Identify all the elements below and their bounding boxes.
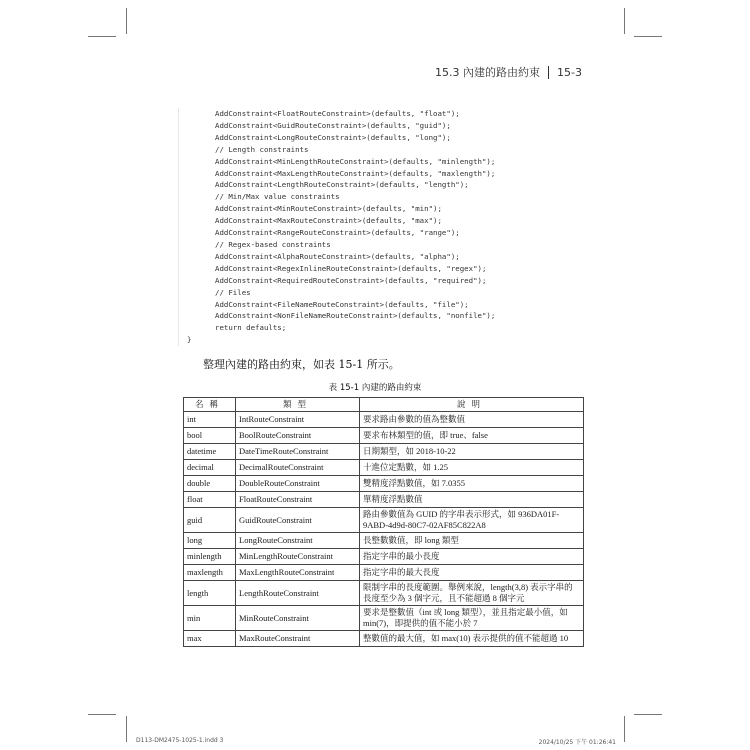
cell-description: 要求是整數值（int 或 long 類型），並且指定最小值，如 min(7)，即提供的值不能小於 7 [360, 606, 584, 631]
print-timestamp: 2024/10/25 下午 01:26:41 [538, 739, 616, 746]
cell-name: length [184, 581, 236, 606]
table-row [184, 508, 584, 533]
cell-name: max [184, 631, 236, 647]
cell-type: MinLengthRouteConstraint [236, 549, 360, 565]
code-line: AddConstraint<MinLengthRouteConstraint>(defaults, "minlength"); [215, 156, 496, 166]
cell-description: 要求路由參數的值為整數值 [360, 412, 584, 428]
cell-type: DateTimeRouteConstraint [236, 444, 360, 460]
cell-name: guid [184, 508, 236, 533]
cell-description: 十進位定點數，如 1.25 [360, 460, 584, 476]
code-line: AddConstraint<LengthRouteConstraint>(defaults, "length"); [215, 180, 469, 190]
code-line: } [187, 335, 192, 345]
code-line: AddConstraint<LongRouteConstraint>(defaults, "long"); [215, 132, 451, 142]
cell-description: 要求布林類型的值，即 true、false [360, 428, 584, 444]
code-line: AddConstraint<MaxLengthRouteConstraint>(defaults, "maxlength"); [215, 168, 496, 178]
cell-name: maxlength [184, 565, 236, 581]
cell-name: long [184, 533, 236, 549]
code-line: // Length constraints [215, 144, 309, 154]
code-line: return defaults; [215, 323, 287, 333]
cell-name: datetime [184, 444, 236, 460]
cell-type: FloatRouteConstraint [236, 492, 360, 508]
code-line: AddConstraint<MaxRouteConstraint>(defaults, "max"); [215, 216, 442, 226]
cell-type: IntRouteConstraint [236, 412, 360, 428]
page-number: 15-3 [557, 65, 582, 79]
table-row [184, 606, 584, 631]
header-name: 名稱 [184, 398, 236, 412]
code-line: // Files [215, 287, 251, 297]
table-row [184, 444, 584, 460]
table-caption: 表 15-1 內建的路由約束 [328, 383, 422, 393]
code-line: AddConstraint<FileNameRouteConstraint>(defaults, "file"); [215, 299, 469, 309]
table-row [184, 460, 584, 476]
code-line: AddConstraint<RangeRouteConstraint>(defaults, "range"); [215, 228, 460, 238]
cell-description: 整數值的最大值，如 max(10) 表示提供的值不能超過 10 [360, 631, 584, 647]
code-line: AddConstraint<RegexInlineRouteConstraint>(defaults, "regex"); [215, 263, 487, 273]
cell-name: bool [184, 428, 236, 444]
table-header-row [184, 398, 584, 412]
body-paragraph: 整理內建的路由約束，如表 15-1 所示。 [203, 358, 400, 371]
table-row [184, 565, 584, 581]
table-row [184, 476, 584, 492]
cell-type: GuidRouteConstraint [236, 508, 360, 533]
cell-type: BoolRouteConstraint [236, 428, 360, 444]
cell-description: 單精度浮點數值 [360, 492, 584, 508]
header-type: 類型 [236, 398, 360, 412]
code-line: AddConstraint<GuidRouteConstraint>(defaults, "guid"); [215, 120, 451, 130]
code-line: AddConstraint<RequiredRouteConstraint>(defaults, "required"); [215, 275, 487, 285]
table-row [184, 549, 584, 565]
table-row [184, 533, 584, 549]
cell-description: 長整數數值，即 long 類型 [360, 533, 584, 549]
header-divider [548, 66, 549, 79]
code-line: AddConstraint<MinRouteConstraint>(defaults, "min"); [215, 204, 442, 214]
file-slug: D113-DM2475-1025-1.indd 3 [136, 737, 224, 744]
cell-description: 路由參數值為 GUID 的字串表示形式，如 936DA01F-9ABD-4d9d-80C7-02AF85C822A8 [360, 508, 584, 533]
cell-description: 日期類型，如 2018-10-22 [360, 444, 584, 460]
code-line: AddConstraint<NonFileNameRouteConstraint>(defaults, "nonfile"); [215, 311, 496, 321]
crop-mark [634, 36, 662, 37]
crop-mark [126, 716, 127, 742]
code-line: AddConstraint<FloatRouteConstraint>(defaults, "float"); [215, 109, 460, 118]
table-row [184, 492, 584, 508]
cell-type: DecimalRouteConstraint [236, 460, 360, 476]
crop-mark [624, 716, 625, 742]
cell-type: LengthRouteConstraint [236, 581, 360, 606]
cell-name: min [184, 606, 236, 631]
header-description: 說明 [360, 398, 584, 412]
cell-name: double [184, 476, 236, 492]
cell-name: minlength [184, 549, 236, 565]
table-row [184, 412, 584, 428]
cell-name: int [184, 412, 236, 428]
crop-mark [88, 714, 116, 715]
code-line: AddConstraint<AlphaRouteConstraint>(defaults, "alpha"); [215, 251, 460, 261]
crop-mark [624, 8, 625, 34]
cell-description: 指定字串的最小長度 [360, 549, 584, 565]
crop-mark [634, 714, 662, 715]
running-header [435, 64, 582, 80]
cell-type: DoubleRouteConstraint [236, 476, 360, 492]
crop-mark [126, 8, 127, 34]
cell-type: MinRouteConstraint [236, 606, 360, 631]
cell-name: decimal [184, 460, 236, 476]
cell-type: MaxRouteConstraint [236, 631, 360, 647]
section-title: 15.3 內建的路由約束 [435, 66, 541, 79]
cell-type: MaxLengthRouteConstraint [236, 565, 360, 581]
code-listing [178, 108, 587, 346]
cell-description: 雙精度浮點數值，如 7.0355 [360, 476, 584, 492]
constraints-table [183, 397, 584, 647]
code-line: // Regex-based constraints [215, 239, 331, 249]
table-row [184, 631, 584, 647]
cell-type: LongRouteConstraint [236, 533, 360, 549]
crop-mark [88, 36, 116, 37]
code-line: // Min/Max value constraints [215, 192, 340, 202]
table-row [184, 581, 584, 606]
table-row [184, 428, 584, 444]
cell-description: 指定字串的最大長度 [360, 565, 584, 581]
cell-name: float [184, 492, 236, 508]
cell-description: 限制字串的長度範圍。舉例來說，length(3,8) 表示字串的長度至少為 3 個字元，且不能超過 8 個字元 [360, 581, 584, 606]
